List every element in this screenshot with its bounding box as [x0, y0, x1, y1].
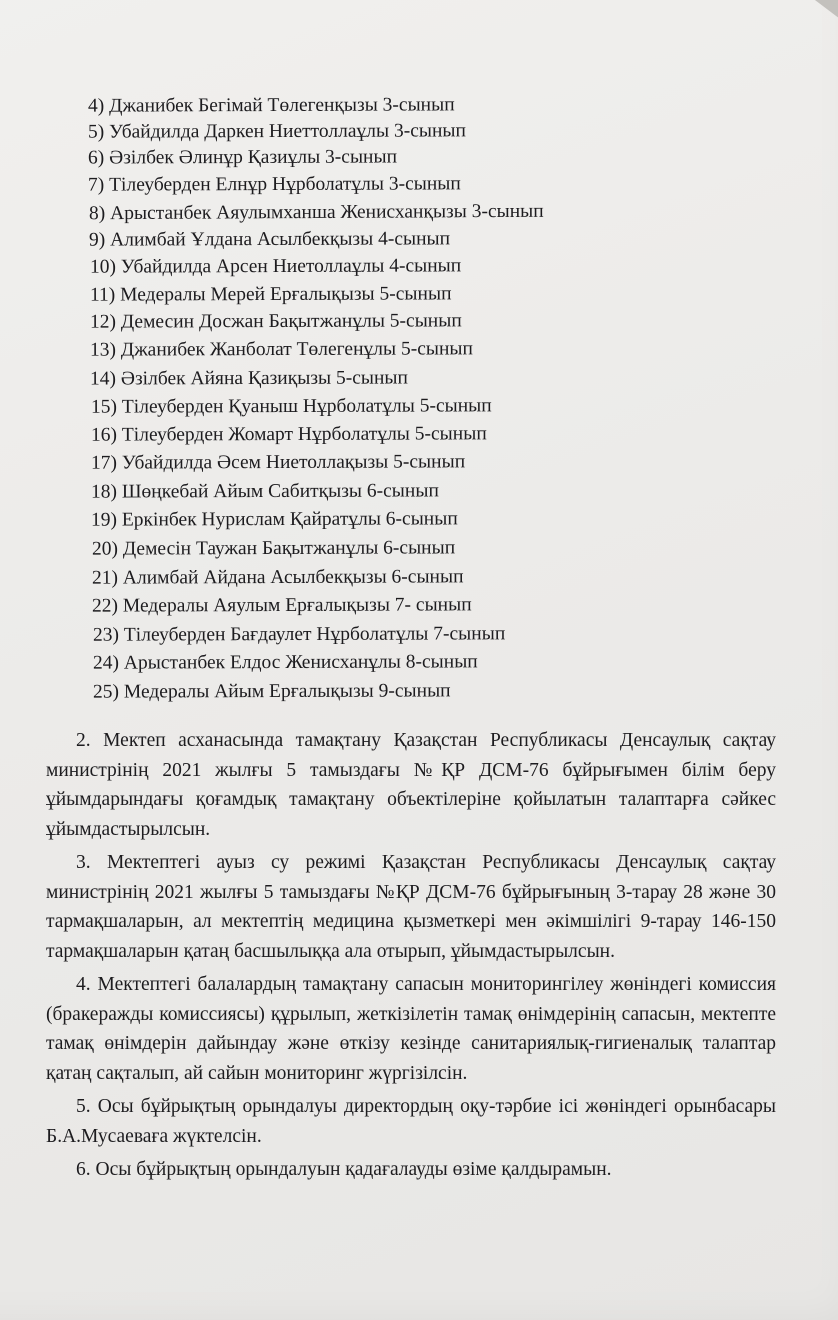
list-item: 22) Медералы Аяулым Ерғалықызы 7- сынып — [91, 594, 472, 617]
list-item: 25) Медералы Айым Ерғалықызы 9-сынып — [92, 680, 451, 703]
list-item: 16) Тілеуберден Жомарт Нұрболатұлы 5-сынып — [90, 423, 487, 446]
list-item: 13) Джанибек Жанболат Төлегенұлы 5-сынып — [89, 338, 473, 361]
paragraph-5: 5. Осы бұйрықтың орындалуы директордың оқу-тәрбие ісі жөніндегі орынбасары Б.А.Мусаеваға жүктелсін. — [46, 1096, 776, 1147]
list-item: 9) Алимбай Ұлдана Асылбекқызы 4-сынып — [88, 228, 451, 251]
list-item: 17) Убайдилда Әсем Ниетоллақызы 5-сынып — [90, 451, 466, 474]
list-item: 4) Джанибек Бегімай Төлегенқызы 3-сынып — [87, 94, 455, 117]
order-body — [46, 726, 776, 1189]
paragraph-2: 2. Мектеп асханасында тамақтану Қазақстан Республикасы Денсаулық сақтау министрінің 2021 жылғы 5 тамыздағы №ҚР ДСМ-76 бұйрығымен білім беру ұйымдарындағы қоғамдық тамақтану объектілеріне қойылатын талаптарға сәйкес ұйымдастырылсын. — [46, 730, 776, 840]
paragraph-4: 4. Мектептегі балалардың тамақтану сапасын мониторингілеу жөніндегі комиссия (бракеражды комиссиясы) құрылып, жеткізілетін тамақ өнімдерінің сапасын, мектепте тамақ өнімдерін дайындау және өткізу кезінде санитариялық-гигиеналық талаптар қатаң сақталып, ай сайын мониторинг жүргізілсін. — [46, 974, 776, 1084]
list-item: 12) Демесин Досжан Бақытжанұлы 5-сынып — [89, 310, 462, 333]
list-item: 7) Тілеуберден Елнұр Нұрболатұлы 3-сынып — [87, 173, 461, 196]
list-item: 14) Әзілбек Айяна Қазиқызы 5-сынып — [89, 367, 408, 390]
list-item: 21) Алимбай Айдана Асылбекқызы 6-сынып — [91, 566, 464, 589]
list-item: 11) Медералы Мерей Ерғалықызы 5-сынып — [89, 283, 452, 306]
list-item: 5) Убайдилда Даркен Ниеттоллаұлы 3-сынып — [87, 120, 466, 143]
paragraph-3: 3. Мектептегі ауыз су режимі Қазақстан Республикасы Денсаулық сақтау министрінің 2021 жылғы 5 тамыздағы №ҚР ДСМ-76 бұйрығының 3-тарау 28 және 30 тармақшаларын, ал мектептің медицина қызметкері мен әкімшілігі 9-тарау 146-150 тармақшаларын қатаң басшылыққа ала отырып, ұйымдастырылсын. — [46, 852, 776, 962]
paragraph-6: 6. Осы бұйрықтың орындалуын қадағалауды өзіме қалдырамын. — [76, 1159, 612, 1180]
list-item: 18) Шөңкебай Айым Сабитқызы 6-сынып — [90, 480, 439, 503]
list-item: 24) Арыстанбек Елдос Женисханұлы 8-сынып — [92, 651, 478, 674]
list-item: 15) Тілеуберден Қуаныш Нұрболатұлы 5-сынып — [90, 395, 492, 418]
list-item: 8) Арыстанбек Аяулымханша Женисханқызы 3-сынып — [88, 200, 544, 225]
list-item: 19) Еркінбек Нурислам Қайратұлы 6-сынып — [90, 508, 458, 531]
list-item: 23) Тілеуберден Бағдаулет Нұрболатұлы 7-сынып — [92, 623, 506, 646]
list-item: 6) Әзілбек Әлинұр Қазиұлы 3-сынып — [87, 146, 398, 169]
list-item: 10) Убайдилда Арсен Ниетоллаұлы 4-сынып — [89, 255, 462, 278]
list-item: 20) Демесін Таужан Бақытжанұлы 6-сынып — [91, 537, 456, 560]
